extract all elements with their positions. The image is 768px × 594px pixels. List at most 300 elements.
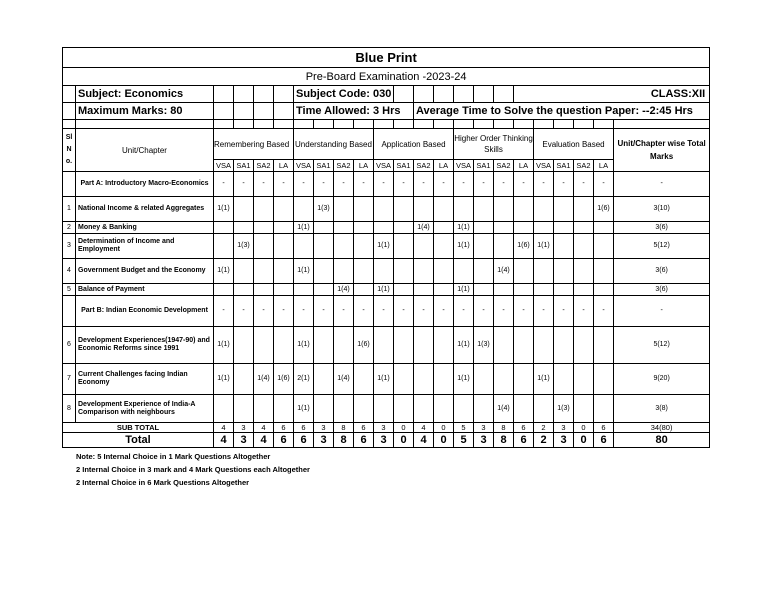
subtotal-cell: 3 xyxy=(314,423,334,433)
subtotal-cell: 3 xyxy=(374,423,394,433)
table-row xyxy=(63,284,710,296)
cell: 1(1) xyxy=(214,197,234,222)
cell xyxy=(594,327,614,364)
total-row xyxy=(63,433,710,448)
total-cell: 6 xyxy=(294,433,314,448)
cell xyxy=(414,327,434,364)
cell xyxy=(274,234,294,259)
unit-name: Determination of Income and Employment xyxy=(76,234,214,259)
cell xyxy=(494,197,514,222)
cell xyxy=(434,284,454,296)
subtotal-label: SUB TOTAL xyxy=(63,423,214,433)
cell xyxy=(594,234,614,259)
subtotal-cell: 6 xyxy=(294,423,314,433)
cell xyxy=(394,327,414,364)
unit-total: 3(10) xyxy=(614,197,710,222)
cell: 1(1) xyxy=(534,234,554,259)
cell xyxy=(554,197,574,222)
cell: 1(1) xyxy=(294,327,314,364)
cell xyxy=(254,259,274,284)
cell: - xyxy=(234,172,254,197)
exam-name: Pre-Board Examination -2023-24 xyxy=(63,68,710,86)
cell xyxy=(474,222,494,234)
cell xyxy=(294,234,314,259)
table-row xyxy=(63,395,710,423)
sub-header: SA1 xyxy=(474,160,494,172)
part-row xyxy=(63,296,710,327)
cell: 1(1) xyxy=(454,284,474,296)
cell xyxy=(354,395,374,423)
unit-total: 9(20) xyxy=(614,364,710,395)
cell xyxy=(234,197,254,222)
cell xyxy=(254,222,274,234)
table-row xyxy=(63,234,710,259)
blueprint-table xyxy=(62,47,710,448)
cell xyxy=(574,197,594,222)
total-cell: 0 xyxy=(434,433,454,448)
cell xyxy=(574,222,594,234)
cell xyxy=(254,234,274,259)
cell xyxy=(474,284,494,296)
row-sno: 7 xyxy=(63,364,76,395)
subtotal-cell: 0 xyxy=(394,423,414,433)
sub-header: VSA xyxy=(294,160,314,172)
subject-label: Subject: Economics xyxy=(76,86,214,103)
cell: 1(3) xyxy=(554,395,574,423)
cell xyxy=(414,284,434,296)
cell xyxy=(534,395,554,423)
cell xyxy=(434,259,454,284)
sub-header: VSA xyxy=(534,160,554,172)
cell xyxy=(394,234,414,259)
cell: - xyxy=(234,296,254,327)
cell xyxy=(354,234,374,259)
total-cell: 6 xyxy=(354,433,374,448)
cell xyxy=(274,284,294,296)
cell xyxy=(434,364,454,395)
cell xyxy=(454,395,474,423)
cell: 1(1) xyxy=(374,284,394,296)
total-cell: 3 xyxy=(374,433,394,448)
unit-name: Development Experiences(1947-90) and Economic Reforms since 1991 xyxy=(76,327,214,364)
cell xyxy=(414,395,434,423)
cell xyxy=(254,197,274,222)
cell: 1(6) xyxy=(594,197,614,222)
cell xyxy=(574,259,594,284)
unit-total: 3(8) xyxy=(614,395,710,423)
unit-name: Balance of Payment xyxy=(76,284,214,296)
understanding-header: Understanding Based xyxy=(294,129,374,160)
cell xyxy=(554,364,574,395)
cell xyxy=(474,259,494,284)
cell xyxy=(234,327,254,364)
row-sno xyxy=(63,172,76,197)
subtotal-cell: 3 xyxy=(234,423,254,433)
cell xyxy=(514,327,534,364)
total-cell: 4 xyxy=(254,433,274,448)
cell xyxy=(514,259,534,284)
cell xyxy=(314,259,334,284)
table-row xyxy=(63,327,710,364)
cell: - xyxy=(414,296,434,327)
sub-header: SA1 xyxy=(234,160,254,172)
cell xyxy=(314,284,334,296)
total-cell: 6 xyxy=(514,433,534,448)
cell xyxy=(314,222,334,234)
cell xyxy=(274,222,294,234)
cell xyxy=(254,327,274,364)
cell xyxy=(574,327,594,364)
total-cell: 5 xyxy=(454,433,474,448)
cell: 1(6) xyxy=(274,364,294,395)
sub-header: SA1 xyxy=(394,160,414,172)
cell xyxy=(434,395,454,423)
cell xyxy=(394,395,414,423)
cell xyxy=(314,395,334,423)
total-cell: 2 xyxy=(534,433,554,448)
cell: - xyxy=(294,296,314,327)
cell xyxy=(494,234,514,259)
cell xyxy=(574,284,594,296)
class-label: CLASS:XII xyxy=(514,86,710,103)
part-row xyxy=(63,172,710,197)
cell xyxy=(574,234,594,259)
cell xyxy=(494,284,514,296)
cell: - xyxy=(294,172,314,197)
cell xyxy=(554,222,574,234)
cell xyxy=(274,259,294,284)
total-cell: 3 xyxy=(314,433,334,448)
cell: - xyxy=(454,172,474,197)
cell xyxy=(334,327,354,364)
table-row xyxy=(63,222,710,234)
sub-header: SA1 xyxy=(314,160,334,172)
subtotal-cell: 5 xyxy=(454,423,474,433)
sub-header: LA xyxy=(274,160,294,172)
subtotal-cell: 6 xyxy=(274,423,294,433)
cell: 1(1) xyxy=(294,395,314,423)
total-cell: 3 xyxy=(474,433,494,448)
cell xyxy=(354,222,374,234)
cell: 1(3) xyxy=(474,327,494,364)
cell xyxy=(434,234,454,259)
sub-header: LA xyxy=(514,160,534,172)
note-line: 2 Internal Choice in 6 Mark Questions Altogether xyxy=(76,478,250,487)
sub-header: VSA xyxy=(374,160,394,172)
cell: 1(4) xyxy=(334,364,354,395)
cell: - xyxy=(394,296,414,327)
subtotal-cell: 3 xyxy=(474,423,494,433)
cell xyxy=(494,364,514,395)
total-cell: 8 xyxy=(494,433,514,448)
unit-total: 3(6) xyxy=(614,222,710,234)
cell: 1(6) xyxy=(514,234,534,259)
cell xyxy=(554,259,574,284)
total-value: 80 xyxy=(614,433,710,448)
total-cell: 0 xyxy=(574,433,594,448)
unit-name: National Income & related Aggregates xyxy=(76,197,214,222)
cell: - xyxy=(514,172,534,197)
cell xyxy=(354,284,374,296)
sub-header: SA2 xyxy=(334,160,354,172)
cell: - xyxy=(434,172,454,197)
cell xyxy=(234,222,254,234)
cell xyxy=(354,364,374,395)
cell xyxy=(534,259,554,284)
sub-header: SA2 xyxy=(494,160,514,172)
total-cell: 6 xyxy=(274,433,294,448)
cell: 1(1) xyxy=(214,364,234,395)
sub-header: LA xyxy=(434,160,454,172)
cell xyxy=(354,197,374,222)
cell: 1(1) xyxy=(534,364,554,395)
note-line: 2 Internal Choice in 3 mark and 4 Mark Questions each Altogether xyxy=(76,465,310,474)
cell: 1(3) xyxy=(234,234,254,259)
cell xyxy=(474,364,494,395)
sub-header: SA2 xyxy=(574,160,594,172)
cell xyxy=(334,197,354,222)
cell xyxy=(594,259,614,284)
cell: - xyxy=(574,296,594,327)
subtotal-cell: 6 xyxy=(354,423,374,433)
cell: - xyxy=(254,172,274,197)
subtotal-cell: 8 xyxy=(494,423,514,433)
cell xyxy=(394,259,414,284)
row-sno: 1 xyxy=(63,197,76,222)
cell xyxy=(414,364,434,395)
row-sno: 5 xyxy=(63,284,76,296)
unit-total: 3(6) xyxy=(614,284,710,296)
cell: 1(1) xyxy=(454,327,474,364)
cell: - xyxy=(534,296,554,327)
cell: 1(3) xyxy=(314,197,334,222)
cell: - xyxy=(374,296,394,327)
cell xyxy=(514,364,534,395)
cell xyxy=(254,284,274,296)
unit-total: 5(12) xyxy=(614,234,710,259)
cell xyxy=(274,327,294,364)
cell xyxy=(554,327,574,364)
subtotal-cell: 0 xyxy=(574,423,594,433)
subtotal-cell: 4 xyxy=(414,423,434,433)
cell: - xyxy=(554,296,574,327)
cell xyxy=(534,222,554,234)
cell xyxy=(274,395,294,423)
row-sno: 6 xyxy=(63,327,76,364)
subtotal-cell: 0 xyxy=(434,423,454,433)
cell xyxy=(234,259,254,284)
sno-header: Sl N o. xyxy=(63,129,76,172)
cell: - xyxy=(214,172,234,197)
cell xyxy=(534,327,554,364)
cell: 1(4) xyxy=(334,284,354,296)
application-header: Application Based xyxy=(374,129,454,160)
cell xyxy=(334,259,354,284)
cell: 1(1) xyxy=(294,259,314,284)
cell xyxy=(294,197,314,222)
row-sno: 2 xyxy=(63,222,76,234)
unit-name: Money & Banking xyxy=(76,222,214,234)
unit-name: Development Experience of India-A Comparison with neighbours xyxy=(76,395,214,423)
cell: - xyxy=(414,172,434,197)
row-sno: 3 xyxy=(63,234,76,259)
cell xyxy=(274,197,294,222)
cell xyxy=(254,395,274,423)
cell xyxy=(534,197,554,222)
subtotal-cell: 6 xyxy=(514,423,534,433)
table-row xyxy=(63,364,710,395)
cell xyxy=(234,364,254,395)
sub-header: LA xyxy=(354,160,374,172)
unit-name: Current Challenges facing Indian Economy xyxy=(76,364,214,395)
cell: 1(1) xyxy=(454,234,474,259)
cell xyxy=(374,259,394,284)
cell xyxy=(594,395,614,423)
cell: 1(1) xyxy=(214,327,234,364)
row-sno: 4 xyxy=(63,259,76,284)
cell xyxy=(414,234,434,259)
part-title: Part B: Indian Economic Development xyxy=(76,296,214,327)
cell: 1(1) xyxy=(374,234,394,259)
cell xyxy=(474,395,494,423)
notes xyxy=(62,450,709,489)
cell: 1(1) xyxy=(454,364,474,395)
subtotal-row xyxy=(63,423,710,433)
sub-header: VSA xyxy=(454,160,474,172)
cell xyxy=(294,284,314,296)
cell: 1(4) xyxy=(414,222,434,234)
avg-time: Average Time to Solve the question Paper: --2:45 Hrs xyxy=(414,103,710,120)
cell xyxy=(234,395,254,423)
cell: 1(6) xyxy=(354,327,374,364)
cell xyxy=(594,284,614,296)
sub-header: LA xyxy=(594,160,614,172)
cell: - xyxy=(494,296,514,327)
cell xyxy=(454,197,474,222)
cell xyxy=(334,222,354,234)
cell: 1(1) xyxy=(374,364,394,395)
cell: - xyxy=(254,296,274,327)
cell: - xyxy=(274,296,294,327)
cell xyxy=(214,395,234,423)
cell xyxy=(474,197,494,222)
cell: - xyxy=(594,172,614,197)
cell: - xyxy=(354,296,374,327)
unit-header: Unit/Chapter xyxy=(76,129,214,172)
blueprint-sheet xyxy=(62,47,709,489)
cell xyxy=(314,327,334,364)
subtotal-cell: 6 xyxy=(594,423,614,433)
total-cell: 0 xyxy=(394,433,414,448)
cell: - xyxy=(314,172,334,197)
cell: - xyxy=(394,172,414,197)
cell: - xyxy=(474,296,494,327)
sub-header: SA2 xyxy=(254,160,274,172)
cell: - xyxy=(314,296,334,327)
cell: - xyxy=(574,172,594,197)
cell xyxy=(314,234,334,259)
cell: - xyxy=(594,296,614,327)
cell: - xyxy=(374,172,394,197)
cell: - xyxy=(274,172,294,197)
cell xyxy=(214,284,234,296)
cell xyxy=(574,364,594,395)
row-sno xyxy=(63,296,76,327)
max-marks: Maximum Marks: 80 xyxy=(76,103,214,120)
total-cell: 4 xyxy=(214,433,234,448)
cell xyxy=(514,197,534,222)
cell: 2(1) xyxy=(294,364,314,395)
sub-header: SA2 xyxy=(414,160,434,172)
table-row xyxy=(63,197,710,222)
cell: - xyxy=(554,172,574,197)
unit-total: - xyxy=(614,296,710,327)
cell xyxy=(434,327,454,364)
table-row xyxy=(63,259,710,284)
cell xyxy=(534,284,554,296)
subject-code: Subject Code: 030 xyxy=(294,86,394,103)
cell xyxy=(334,395,354,423)
cell xyxy=(314,364,334,395)
remembering-header: Remembering Based xyxy=(214,129,294,160)
cell: 1(4) xyxy=(494,395,514,423)
cell: - xyxy=(514,296,534,327)
cell xyxy=(494,222,514,234)
cell xyxy=(354,259,374,284)
cell xyxy=(434,222,454,234)
cell xyxy=(374,197,394,222)
cell: 1(1) xyxy=(214,259,234,284)
cell: - xyxy=(474,172,494,197)
row-sno: 8 xyxy=(63,395,76,423)
total-cell: 8 xyxy=(334,433,354,448)
subtotal-cell: 3 xyxy=(554,423,574,433)
cell xyxy=(334,234,354,259)
cell: - xyxy=(454,296,474,327)
cell xyxy=(514,395,534,423)
cell: 1(1) xyxy=(454,222,474,234)
part-title: Part A: Introductory Macro-Economics xyxy=(76,172,214,197)
cell: 1(1) xyxy=(294,222,314,234)
cell: - xyxy=(434,296,454,327)
cell xyxy=(554,284,574,296)
subtotal-cell: 8 xyxy=(334,423,354,433)
unit-total: - xyxy=(614,172,710,197)
cell xyxy=(214,222,234,234)
note-line: Note: 5 Internal Choice in 1 Mark Questions Altogether xyxy=(76,452,271,461)
time-allowed: Time Allowed: 3 Hrs xyxy=(294,103,414,120)
total-header: Unit/Chapter wise Total Marks xyxy=(614,129,710,172)
hots-header: Higher Order Thinking Skills xyxy=(454,129,534,160)
cell: - xyxy=(214,296,234,327)
subtotal-value: 34(80) xyxy=(614,423,710,433)
cell xyxy=(374,395,394,423)
subtotal-cell: 2 xyxy=(534,423,554,433)
cell xyxy=(474,234,494,259)
cell xyxy=(234,284,254,296)
cell xyxy=(554,234,574,259)
cell xyxy=(494,327,514,364)
total-cell: 6 xyxy=(594,433,614,448)
cell xyxy=(514,222,534,234)
cell: - xyxy=(494,172,514,197)
total-cell: 3 xyxy=(234,433,254,448)
cell xyxy=(414,197,434,222)
cell xyxy=(414,259,434,284)
cell: - xyxy=(334,172,354,197)
unit-name: Government Budget and the Economy xyxy=(76,259,214,284)
evaluation-header: Evaluation Based xyxy=(534,129,614,160)
